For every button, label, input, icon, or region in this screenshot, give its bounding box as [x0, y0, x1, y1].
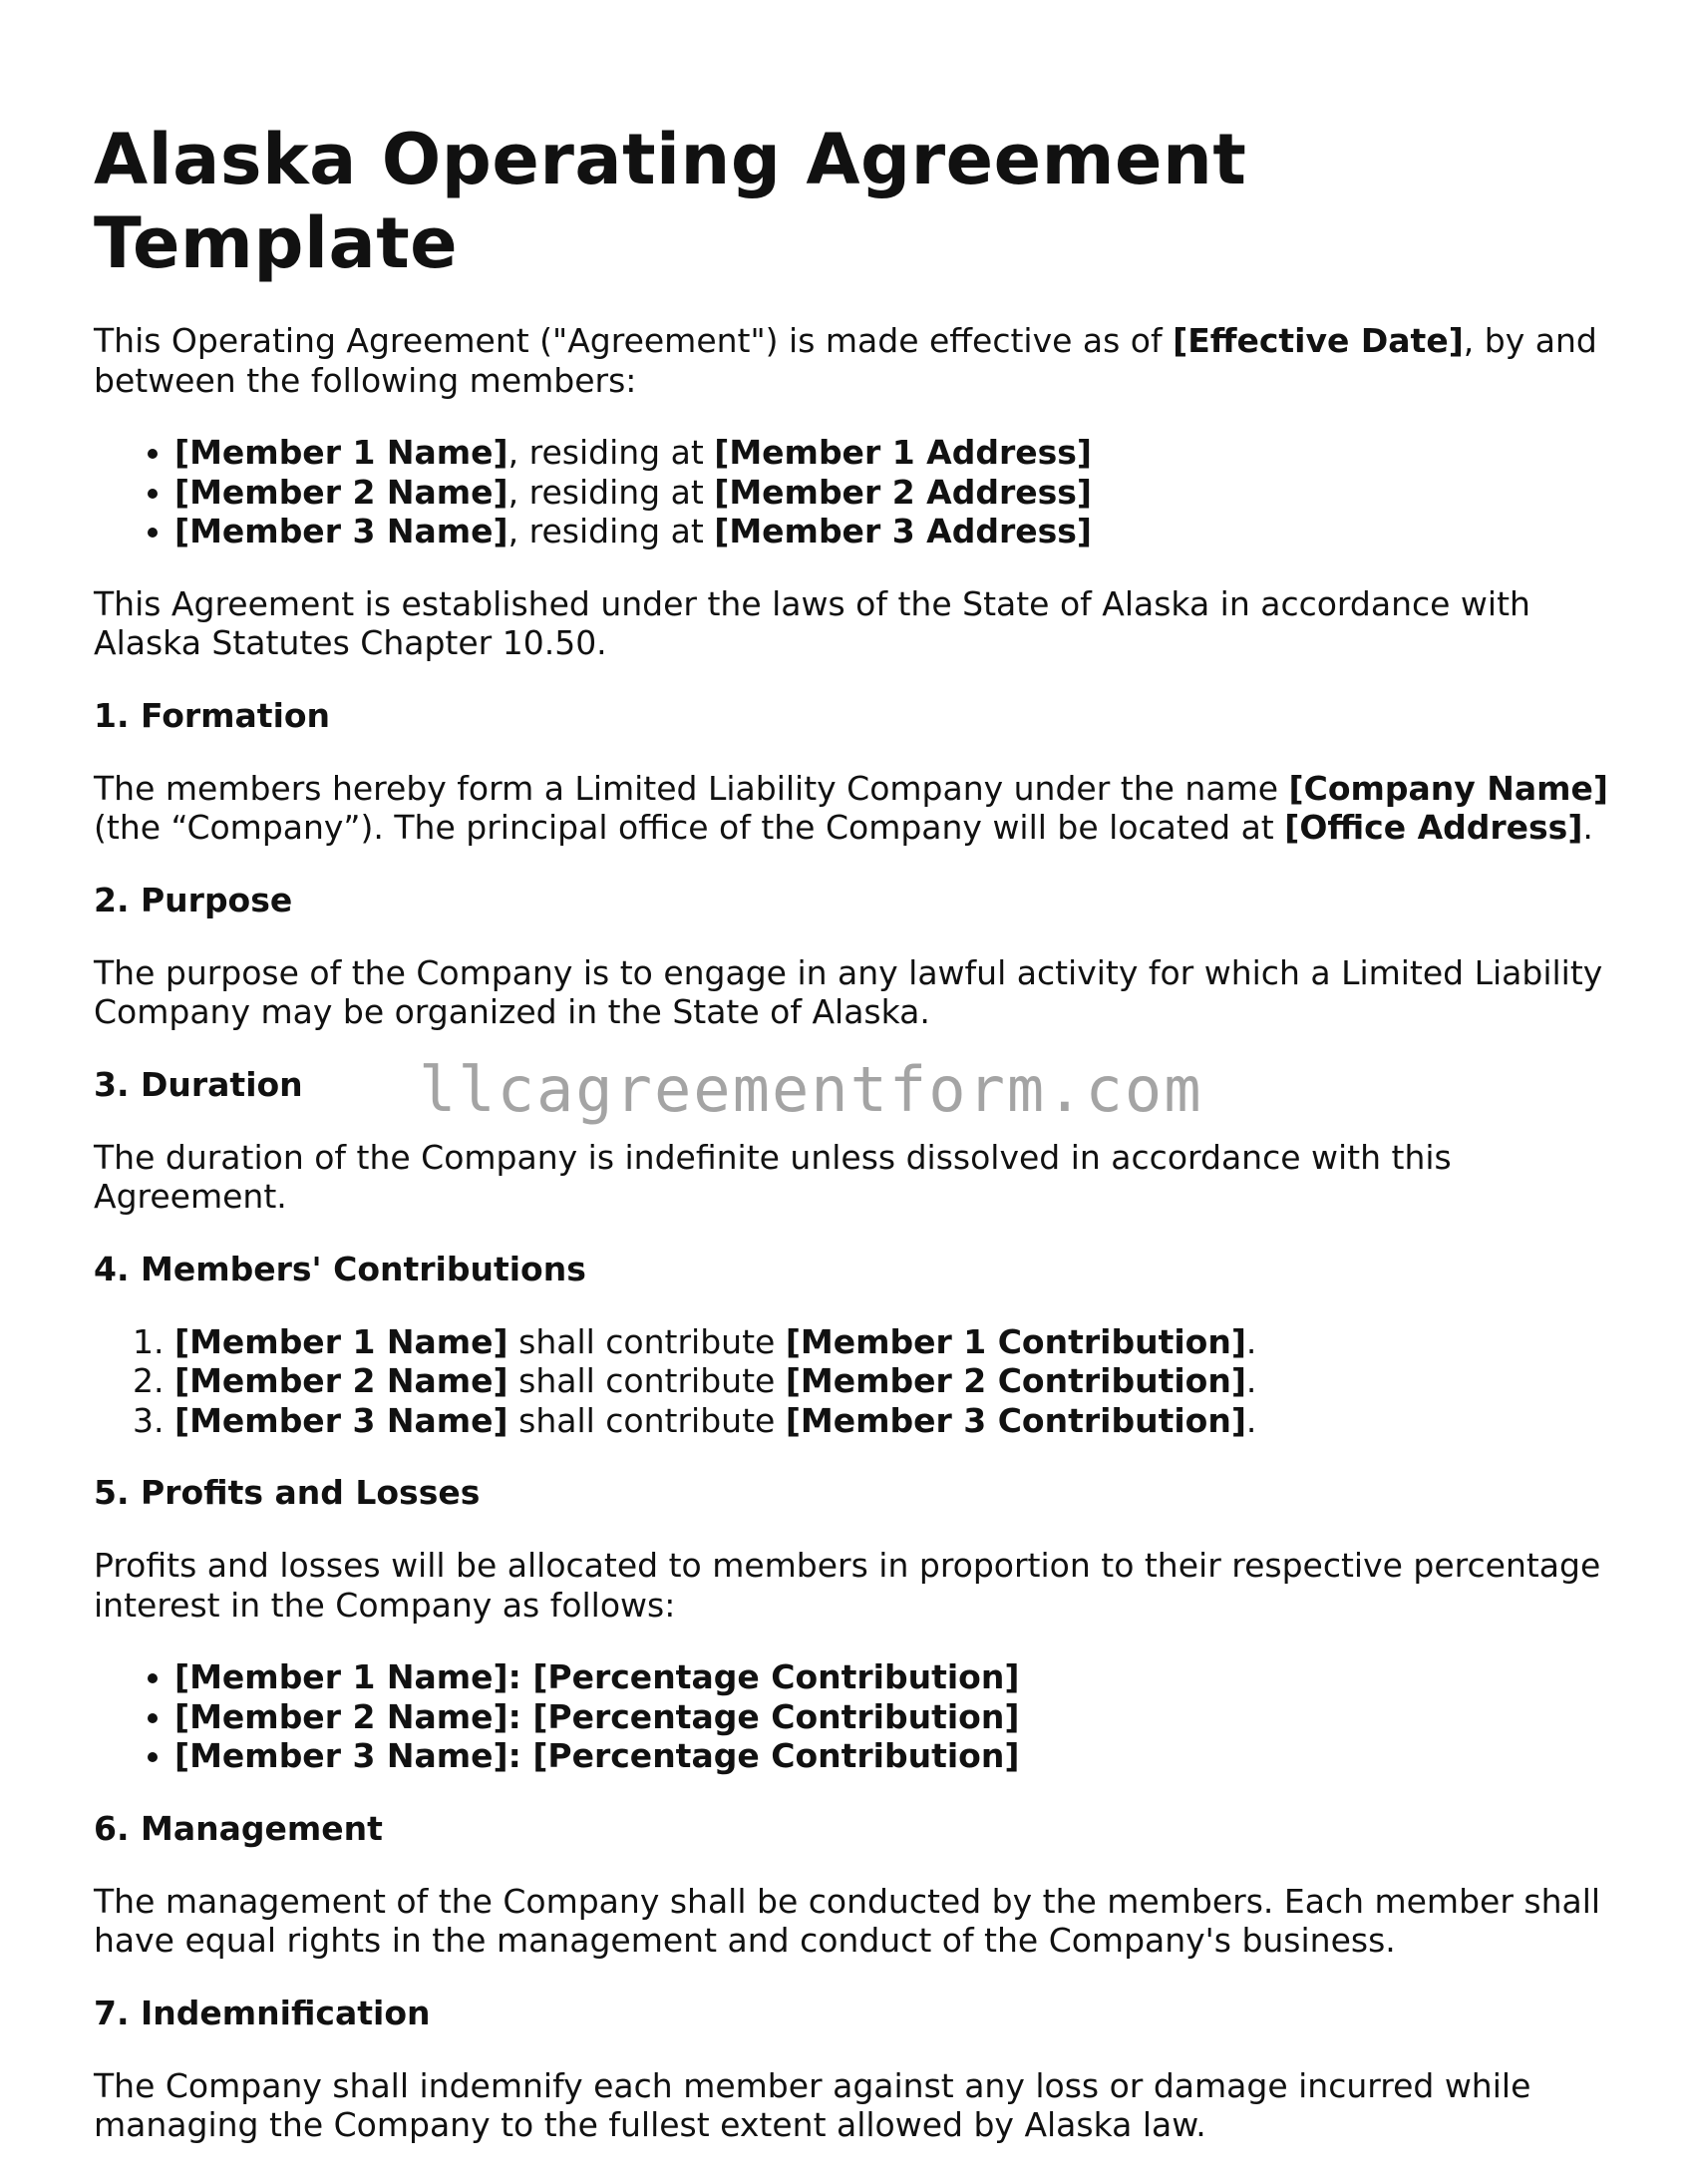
contribution-placeholder: [Member 3 Contribution]	[785, 1400, 1246, 1440]
section-heading-profits: 5. Profits and Losses	[94, 1473, 481, 1512]
member-name: [Member 1 Name]	[174, 1321, 508, 1361]
purpose-paragraph: The purpose of the Company is to engage in any lawful activity for which a Limited Liability Company may be organized in the State of Alaska.	[94, 952, 1603, 1031]
member-address: [Member 1 Address]	[714, 433, 1092, 472]
list-item	[174, 433, 1609, 473]
residing-text: , residing at	[507, 512, 715, 550]
member-name: [Member 3 Name]	[174, 512, 508, 550]
section-heading-indemnification: 7. Indemnification	[94, 1993, 431, 2032]
document-title: Alaska Operating Agreement Template	[94, 119, 1247, 284]
percentage-entry: [Member 3 Name]: [Percentage Contribution]	[174, 1736, 1020, 1775]
list-item	[174, 1736, 1609, 1776]
percentage-list	[94, 1657, 1609, 1776]
company-name-placeholder: [Company Name]	[1288, 768, 1608, 808]
contribute-text: shall contribute	[507, 1321, 786, 1361]
list-item	[174, 1697, 1609, 1737]
list-item	[174, 1322, 1609, 1362]
list-item	[174, 1401, 1609, 1441]
duration-paragraph: The duration of the Company is indefinite unless dissolved in accordance with this Agreement.	[94, 1137, 1452, 1216]
member-name: [Member 2 Name]	[174, 472, 508, 512]
law-statement: This Agreement is established under the laws of the State of Alaska in accordance with Alaska Statutes Chapter 10.50.	[94, 583, 1530, 662]
effective-date-placeholder: [Effective Date]	[1173, 321, 1464, 360]
section-heading-contributions: 4. Members' Contributions	[94, 1249, 586, 1288]
formation-text-middle: (the “Company”). The principal office of the Company will be located at	[94, 808, 1285, 847]
intro-text: This Operating Agreement ("Agreement") is made effective as of	[94, 321, 1174, 360]
list-item	[174, 512, 1609, 551]
list-item	[174, 1361, 1609, 1401]
members-list	[94, 433, 1609, 551]
percentage-entry: [Member 1 Name]: [Percentage Contribution]	[174, 1657, 1020, 1696]
contributions-list	[94, 1322, 1609, 1441]
section-heading-management: 6. Management	[94, 1808, 383, 1848]
formation-text: The members hereby form a Limited Liability Company under the name	[94, 768, 1289, 808]
period: .	[1245, 1361, 1257, 1400]
intro-text-end: , by and between the following members:	[94, 321, 1597, 400]
contribution-placeholder: [Member 1 Contribution]	[785, 1321, 1246, 1361]
section-heading-formation: 1. Formation	[94, 695, 331, 735]
formation-text-end: .	[1582, 808, 1593, 847]
document-page	[94, 118, 1609, 2178]
period: .	[1245, 1400, 1257, 1440]
intro-paragraph	[94, 321, 1609, 400]
contribute-text: shall contribute	[507, 1400, 786, 1440]
residing-text: , residing at	[507, 433, 715, 472]
percentage-entry: [Member 2 Name]: [Percentage Contribution]	[174, 1696, 1020, 1736]
member-name: [Member 3 Name]	[174, 1400, 508, 1440]
management-paragraph: The management of the Company shall be conducted by the members. Each member shall have equal rights in the management and conduct of the Company's business.	[94, 1881, 1601, 1960]
indemnification-paragraph: The Company shall indemnify each member against any loss or damage incurred while managing the Company to the fullest extent allowed by Alaska law.	[94, 2065, 1531, 2144]
section-heading-purpose: 2. Purpose	[94, 880, 293, 919]
section-heading-duration: 3. Duration	[94, 1064, 303, 1104]
office-address-placeholder: [Office Address]	[1284, 808, 1583, 847]
period: .	[1245, 1321, 1257, 1361]
list-item	[174, 1657, 1609, 1697]
formation-paragraph	[94, 769, 1609, 848]
residing-text: , residing at	[507, 472, 715, 512]
contribution-placeholder: [Member 2 Contribution]	[785, 1361, 1246, 1400]
member-address: [Member 3 Address]	[714, 512, 1092, 550]
contribute-text: shall contribute	[507, 1361, 786, 1400]
member-name: [Member 2 Name]	[174, 1361, 508, 1400]
member-address: [Member 2 Address]	[714, 472, 1092, 512]
list-item	[174, 473, 1609, 513]
watermark: llcagreementform.com	[419, 1053, 1203, 1126]
profits-paragraph: Profits and losses will be allocated to members in proportion to their respective percentage interest in the Company as follows:	[94, 1546, 1601, 1625]
member-name: [Member 1 Name]	[174, 433, 508, 472]
